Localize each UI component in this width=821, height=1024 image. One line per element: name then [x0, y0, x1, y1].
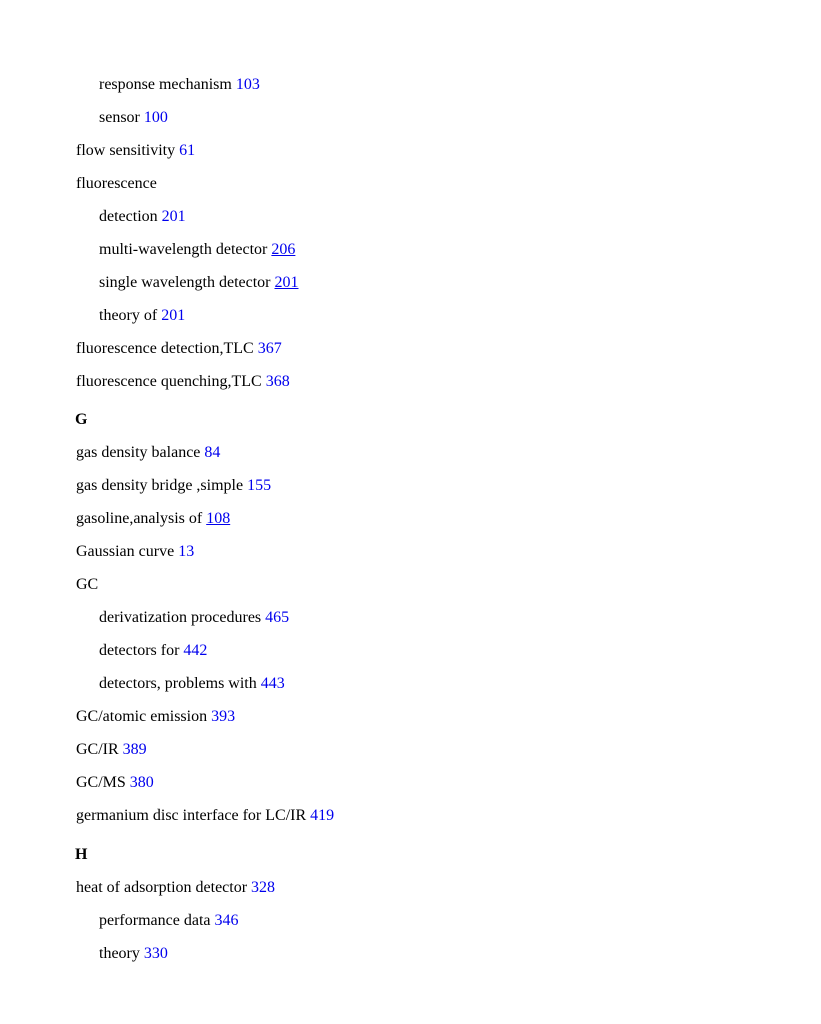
page-number-link[interactable]: 13	[178, 543, 195, 560]
index-subentry	[99, 75, 260, 95]
index-term: detectors, problems with	[99, 675, 257, 692]
index-term: fluorescence quenching,TLC	[76, 373, 262, 390]
page-number-link[interactable]: 155	[247, 477, 272, 494]
index-term: detection	[99, 208, 158, 225]
index-term: flow sensitivity	[76, 142, 176, 159]
index-entry	[76, 141, 195, 161]
index-subentry	[99, 911, 238, 931]
index-entry	[76, 707, 235, 727]
index-entry	[76, 339, 282, 359]
section-letter: G	[75, 411, 88, 428]
page-number-link[interactable]: 103	[235, 76, 260, 93]
index-term: multi-wavelength detector	[99, 241, 268, 258]
index-term: GC/IR	[76, 741, 119, 758]
page-number-link[interactable]: 330	[143, 945, 168, 962]
index-entry	[76, 740, 147, 760]
index-entry	[76, 575, 98, 595]
index-subentry	[99, 273, 299, 293]
index-term: GC/MS	[76, 774, 126, 791]
index-term: GC	[76, 576, 99, 593]
index-term: GC/atomic emission	[76, 708, 208, 725]
index-term: detectors for	[99, 642, 180, 659]
page-number-link[interactable]: 380	[129, 774, 154, 791]
index-subentry	[99, 641, 207, 661]
page-number-link[interactable]: 201	[161, 208, 186, 225]
page-number-link[interactable]: 393	[211, 708, 236, 725]
index-term: response mechanism	[99, 76, 232, 93]
index-term: fluorescence	[76, 175, 157, 192]
index-term: theory	[99, 945, 140, 962]
index-term: theory of	[99, 307, 158, 324]
index-entry	[76, 372, 290, 392]
index-term: heat of adsorption detector	[76, 879, 248, 896]
page-number-link[interactable]: 201	[274, 274, 299, 291]
index-entry	[76, 443, 220, 463]
index-term: gas density balance	[76, 444, 201, 461]
index-term: gas density bridge ,simple	[76, 477, 244, 494]
page-number-link[interactable]: 108	[206, 510, 231, 527]
page-number-link[interactable]: 346	[214, 912, 239, 929]
index-subentry	[99, 306, 185, 326]
page-number-link[interactable]: 84	[204, 444, 221, 461]
index-term: fluorescence detection,TLC	[76, 340, 254, 357]
index-entry	[76, 878, 275, 898]
index-term: derivatization procedures	[99, 609, 262, 626]
index-entry	[76, 174, 157, 194]
index-term: performance data	[99, 912, 211, 929]
page-number-link[interactable]: 419	[310, 807, 335, 824]
index-entry	[76, 542, 194, 562]
index-term: germanium disc interface for LC/IR	[76, 807, 307, 824]
index-subentry	[99, 944, 168, 964]
index-term: single wavelength detector	[99, 274, 271, 291]
page-number-link[interactable]: 328	[251, 879, 276, 896]
page-number-link[interactable]: 443	[260, 675, 285, 692]
page-number-link[interactable]: 100	[143, 109, 168, 126]
index-entry	[76, 509, 230, 529]
page-number-link[interactable]: 368	[265, 373, 290, 390]
page-number-link[interactable]: 442	[183, 642, 208, 659]
index-term: sensor	[99, 109, 140, 126]
page-number-link[interactable]: 61	[179, 142, 196, 159]
index-subentry	[99, 108, 168, 128]
page-number-link[interactable]: 206	[271, 241, 296, 258]
page-number-link[interactable]: 367	[257, 340, 282, 357]
index-term: Gaussian curve	[76, 543, 175, 560]
index-subentry	[99, 207, 186, 227]
section-letter: H	[75, 846, 88, 863]
page-number-link[interactable]: 465	[265, 609, 290, 626]
index-subentry	[99, 608, 289, 628]
index-subentry	[99, 240, 295, 260]
index-term: gasoline,analysis of	[76, 510, 203, 527]
page-number-link[interactable]: 201	[161, 307, 186, 324]
index-entry	[76, 806, 334, 826]
index-subentry	[99, 674, 285, 694]
index-entry	[76, 476, 271, 496]
index-entry	[76, 773, 154, 793]
page-number-link[interactable]: 389	[122, 741, 147, 758]
